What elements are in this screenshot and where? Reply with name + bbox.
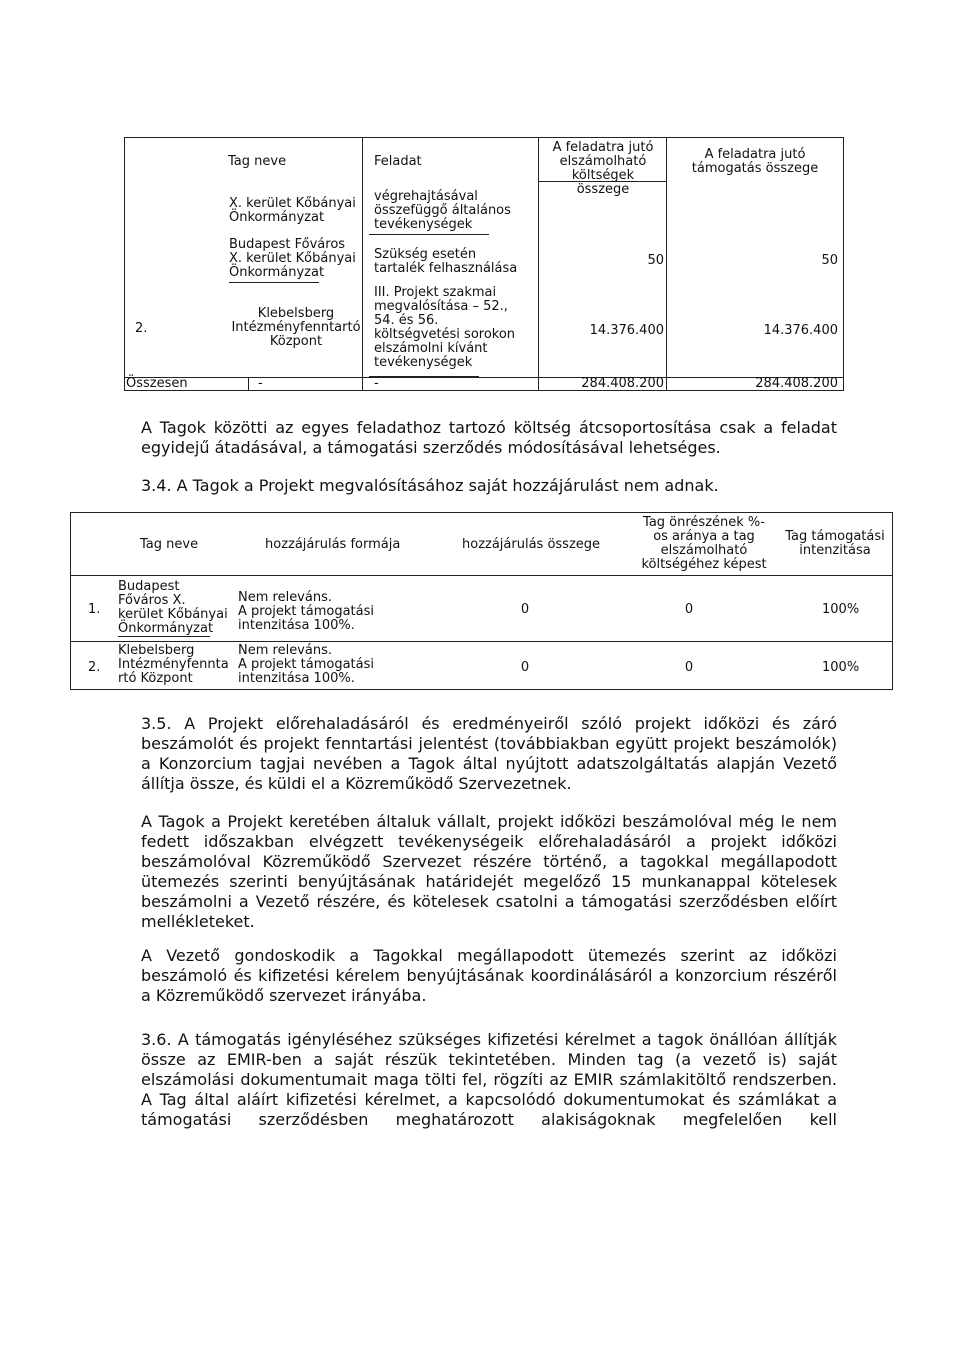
- header-feladat: Feladat: [374, 154, 422, 169]
- row3-tag: Klebelsberg Intézményfenntartó Központ: [231, 306, 361, 349]
- t2-header-intenzitas: Tag támogatási intenzitása: [785, 529, 885, 558]
- t2-row1-arany: 0: [684, 602, 694, 617]
- row3-tamogatas: 14.376.400: [763, 323, 838, 338]
- header-tamogatas: A feladatra jutó támogatás összege: [691, 147, 819, 176]
- header-koltseg: A feladatra jutó elszámolható költségek összege: [552, 140, 654, 197]
- row2-feladat: Szükség esetén tartalék felhasználása: [374, 247, 518, 276]
- row2-tamogatas: 50: [821, 253, 838, 268]
- total-koltseg: 284.408.200: [581, 376, 664, 391]
- t2-row2-intenzitas: 100%: [822, 660, 860, 675]
- row3-koltseg: 14.376.400: [589, 323, 664, 338]
- section-3-5-paragraph-3: A Vezető gondoskodik a Tagokkal megállapodott ütemezés szerint az időközi beszámoló és kifizetési kérelem benyújtásának koordinálásáról a konzorcium részéről a Közreműködő szervezet irányába.: [141, 946, 837, 1005]
- section-3-5-paragraph-1: 3.5. A Projekt előrehaladásáról és eredményeiről szóló projekt időközi és záró beszámolót és projekt fenntartási jelentést (továbbiakban együtt projekt beszámolók) a Konzorcium tagjai nevében a Tagok által nyújtott adatszolgáltatás alapján Vezető állítja össze, és küldi el a Közreműködő Szervezetnek.: [141, 714, 837, 793]
- t2-row2-num: 2.: [88, 660, 101, 675]
- total-tag: -: [258, 376, 263, 391]
- row3-feladat: III. Projekt szakmai megvalósítása – 52., 54. és 56. költségvetési sorokon elszámolni kívánt tevékenységek: [374, 285, 516, 370]
- total-label: Összesen: [126, 376, 188, 391]
- section-3-6-paragraph: 3.6. A támogatás igényléséhez szükséges kifizetési kérelmet a tagok önállóan állítják össze az EMIR-ben a saját részük tekintetében. Minden tag (a vezető is) saját elszámolási dokumentumait maga tölti fel, rögzíti az EMIR számlakitöltő rendszerben. A Tag által aláírt kifizetési kérelmet, a kapcsolódó dokumentumokat és számlákat a támogatási szerződésben meghatározott alakiságoknak megfelelően kell: [141, 1030, 837, 1129]
- regrouping-paragraph: A Tagok közötti az egyes feladathoz tartozó költség átcsoportosítása csak a feladat egyidejű átadásával, a támogatási szerződés módosításával lehetséges.: [141, 418, 837, 457]
- row2-koltseg: 50: [647, 253, 664, 268]
- section-3-5-paragraph-2: A Tagok a Projekt keretében általuk vállalt, projekt időközi beszámolóval még le nem fedett időszakban elvégzett tevékenységeik előrehaladásáról a projekt időközi beszámolóval Közreműködő Szervezet részére történő, a tagokkal megállapodott ütemezés szerinti benyújtásának határidejét megelőző 15 munkanappal kötelesek beszámolni a Vezető részére, és kötelesek csatolni a támogatási szerződésben előírt mellékleteket.: [141, 812, 837, 931]
- t2-row1-tag: Budapest Főváros X. kerület Kőbányai Önkormányzat: [118, 579, 228, 636]
- t2-row1-num: 1.: [88, 602, 101, 617]
- t2-row1-osszeg: 0: [520, 602, 530, 617]
- t2-row2-arany: 0: [684, 660, 694, 675]
- row1-tag: X. kerület Kőbányai Önkormányzat: [229, 196, 356, 225]
- t2-header-forma: hozzájárulás formája: [265, 537, 401, 552]
- t2-header-tag-neve: Tag neve: [140, 537, 199, 552]
- row3-num: 2.: [135, 321, 148, 336]
- t2-row2-forma: Nem releváns. A projekt támogatási intenzitása 100%.: [238, 643, 375, 686]
- t2-row1-intenzitas: 100%: [822, 602, 860, 617]
- t2-row1-forma: Nem releváns. A projekt támogatási intenzitása 100%.: [238, 590, 375, 633]
- row1-feladat: végrehajtásával összefüggő általános tevékenységek: [374, 189, 511, 232]
- header-tag-neve: Tag neve: [228, 154, 287, 169]
- row2-tag: Budapest Főváros X. kerület Kőbányai Önkormányzat: [229, 237, 356, 280]
- section-3-4: 3.4. A Tagok a Projekt megvalósításához saját hozzájárulást nem adnak.: [141, 476, 719, 495]
- t2-row2-osszeg: 0: [520, 660, 530, 675]
- total-tamogatas: 284.408.200: [755, 376, 838, 391]
- t2-row2-tag: Klebelsberg Intézményfennta rtó Központ: [118, 643, 229, 686]
- total-feladat: -: [374, 376, 379, 391]
- t2-header-arany: Tag önrészének %- os aránya a tag elszámolható költségéhez képest: [641, 515, 767, 572]
- t2-header-osszeg: hozzájárulás összege: [462, 537, 601, 552]
